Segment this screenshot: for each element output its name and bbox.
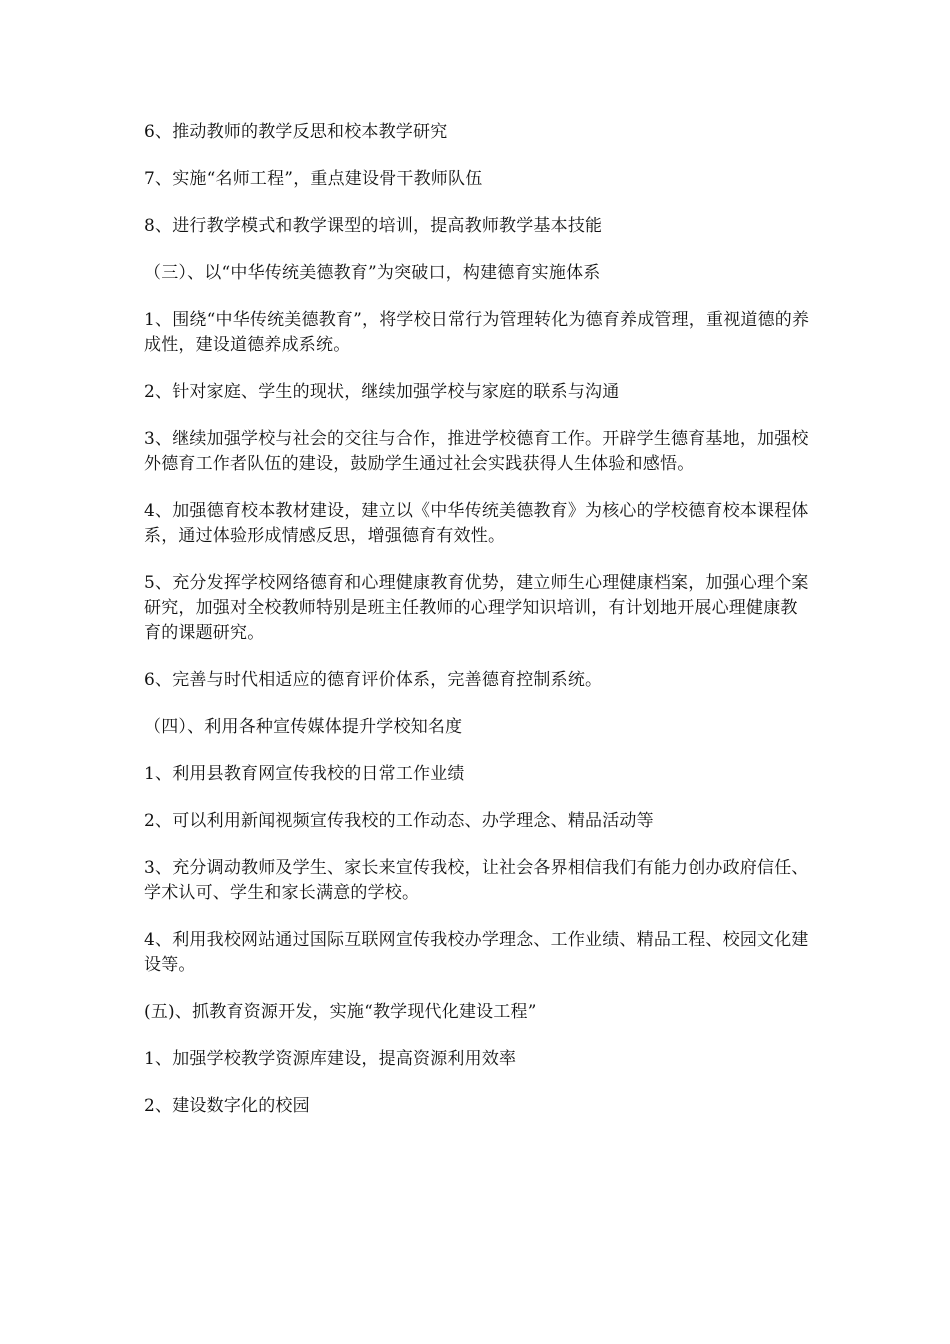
paragraph-item-1c: 1、加强学校教学资源库建设，提高资源利用效率	[144, 1049, 517, 1069]
paragraph-item-6b: 6、完善与时代相适应的德育评价体系，完善德育控制系统。	[144, 670, 603, 690]
paragraph-item-4b: 4、利用我校网站通过国际互联网宣传我校办学理念、工作业绩、精品工程、校园文化建设等。	[144, 930, 809, 975]
paragraph-item-6: 6、推动教师的教学反思和校本教学研究	[144, 122, 448, 142]
section-heading-4: （四）、利用各种宣传媒体提升学校知名度	[144, 717, 463, 737]
document-body	[144, 120, 812, 1141]
paragraph-item-3: 3、继续加强学校与社会的交往与合作，推进学校德育工作。开辟学生德育基地，加强校外德育工作者队伍的建设，鼓励学生通过社会实践获得人生体验和感悟。	[144, 429, 809, 474]
paragraph-item-2c: 2、建设数字化的校园	[144, 1096, 310, 1116]
paragraph-item-4: 4、加强德育校本教材建设，建立以《中华传统美德教育》为核心的学校德育校本课程体系，通过体验形成情感反思，增强德育有效性。	[144, 501, 809, 546]
paragraph-item-2: 2、针对家庭、学生的现状，继续加强学校与家庭的联系与沟通	[144, 382, 620, 402]
paragraph-item-3b: 3、充分调动教师及学生、家长来宣传我校，让社会各界相信我们有能力创办政府信任、学术认可、学生和家长满意的学校。	[144, 858, 809, 903]
paragraph-item-1b: 1、利用县教育网宣传我校的日常工作业绩	[144, 764, 465, 784]
section-heading-3: （三）、以“中华传统美德教育”为突破口，构建德育实施体系	[144, 263, 601, 283]
paragraph-item-8: 8、进行教学模式和教学课型的培训，提高教师教学基本技能	[144, 216, 603, 236]
paragraph-item-2b: 2、可以利用新闻视频宣传我校的工作动态、办学理念、精品活动等	[144, 811, 654, 831]
paragraph-item-1: 1、围绕“中华传统美德教育”，将学校日常行为管理转化为德育养成管理，重视道德的养成性，建设道德养成系统。	[144, 310, 810, 355]
paragraph-item-7: 7、实施“名师工程”，重点建设骨干教师队伍	[144, 169, 483, 189]
section-heading-5: (五)、抓教育资源开发，实施“教学现代化建设工程”	[144, 1002, 537, 1022]
paragraph-item-5: 5、充分发挥学校网络德育和心理健康教育优势，建立师生心理健康档案，加强心理个案研究，加强对全校教师特别是班主任教师的心理学知识培训，有计划地开展心理健康教育的课题研究。	[144, 573, 809, 643]
